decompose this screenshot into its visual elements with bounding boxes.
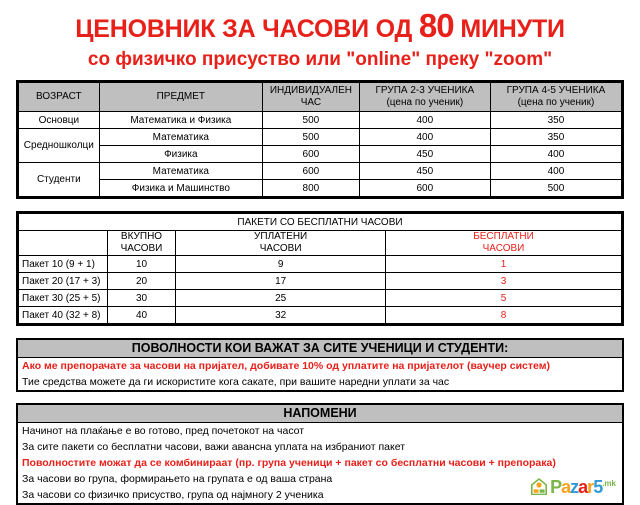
package-name-cell: Пакет 40 (32 + 8)	[19, 307, 108, 324]
pazar5-wordmark	[550, 478, 616, 496]
page-title	[0, 0, 640, 42]
col-header-group23-sub: (цена по ученик)	[386, 97, 464, 108]
notes-line: Поволностите можат да се комбинираат (пр. група ученици + пакет со бесплатни часови + препорака)	[22, 457, 556, 469]
table-row	[19, 290, 622, 307]
group23-price-cell: 450	[359, 146, 490, 163]
col-header-total-sub: ЧАСОВИ	[120, 243, 163, 254]
package-paid-cell: 17	[176, 273, 386, 290]
group23-price-cell: 600	[359, 180, 490, 197]
notes-line: За часови во група, формирањето на групата е од ваша страна	[22, 473, 333, 485]
package-total-cell: 30	[107, 290, 176, 307]
packages-table	[16, 211, 624, 326]
wm-letter-a2: a	[578, 477, 588, 497]
table-row	[19, 256, 622, 273]
package-paid-cell: 32	[176, 307, 386, 324]
package-name-cell: Пакет 30 (25 + 5)	[19, 290, 108, 307]
col-header-free-label: БЕСПЛАТНИ	[473, 231, 534, 242]
individual-price-cell: 800	[263, 180, 360, 197]
col-header-paid-sub: ЧАСОВИ	[259, 243, 302, 254]
col-header-individual	[263, 83, 360, 112]
page-title-before: ЦЕНОВНИК ЗА ЧАСОВИ ОД	[75, 15, 413, 43]
benefits-box	[16, 338, 624, 392]
package-total-cell: 10	[107, 256, 176, 273]
table-row	[19, 307, 622, 324]
table-row	[19, 180, 622, 197]
group45-price-cell: 400	[490, 163, 621, 180]
col-header-package	[19, 231, 108, 256]
benefits-banner: ПОВОЛНОСТИ КОИ ВАЖАТ ЗА СИТЕ УЧЕНИЦИ И СТУДЕНТИ:	[18, 340, 622, 358]
col-header-group45-sub: (цена по ученик)	[517, 97, 595, 108]
col-header-total-label: ВКУПНО	[120, 231, 163, 242]
table-row	[19, 273, 622, 290]
wm-tld: .mk	[602, 479, 616, 488]
group45-price-cell: 350	[490, 129, 621, 146]
col-header-age-label: ВОЗРАСТ	[36, 91, 82, 102]
package-name-cell: Пакет 10 (9 + 1)	[19, 256, 108, 273]
col-header-paid	[176, 231, 386, 256]
individual-price-cell: 600	[263, 163, 360, 180]
col-header-subject	[99, 83, 262, 112]
wm-letter-r: r	[587, 477, 594, 497]
col-header-free-sub: ЧАСОВИ	[482, 243, 525, 254]
packages-header-row	[19, 231, 622, 256]
table-row	[19, 112, 622, 129]
col-header-subject-label: ПРЕДМЕТ	[156, 91, 206, 102]
package-free-cell: 1	[386, 256, 622, 273]
subject-cell: Математика	[99, 129, 262, 146]
group45-price-cell: 350	[490, 112, 621, 129]
wm-letter-z: z	[570, 477, 579, 497]
col-header-group45	[490, 83, 621, 112]
benefits-line: Тие средства можете да ги искористите кога сакате, при вашите наредни уплати за час	[22, 376, 450, 388]
group45-price-cell: 400	[490, 146, 621, 163]
package-total-cell: 40	[107, 307, 176, 324]
col-header-paid-label: УПЛАТЕНИ	[254, 231, 308, 242]
pazar5-watermark	[529, 477, 616, 497]
package-free-cell: 5	[386, 290, 622, 307]
col-header-individual-label: ИНДИВИДУАЛЕН	[269, 85, 352, 96]
subject-cell: Физика и Машинство	[99, 180, 262, 197]
col-header-group23	[359, 83, 490, 112]
table-row	[19, 163, 622, 180]
individual-price-cell: 500	[263, 112, 360, 129]
page-title-duration: 80	[418, 7, 454, 44]
subject-cell: Математика и Физика	[99, 112, 262, 129]
col-header-total	[107, 231, 176, 256]
packages-banner-row	[19, 214, 622, 231]
price-table-header-row	[19, 83, 622, 112]
group23-price-cell: 450	[359, 163, 490, 180]
group23-price-cell: 400	[359, 129, 490, 146]
package-paid-cell: 9	[176, 256, 386, 273]
col-header-individual-sub: ЧАС	[300, 97, 322, 108]
group45-price-cell: 500	[490, 180, 621, 197]
group23-price-cell: 400	[359, 112, 490, 129]
package-free-cell: 3	[386, 273, 622, 290]
col-header-free	[386, 231, 622, 256]
packages-banner: ПАКЕТИ СО БЕСПЛАТНИ ЧАСОВИ	[19, 214, 622, 231]
col-header-group23-label: ГРУПА 2-3 УЧЕНИКА	[375, 85, 475, 96]
page-subtitle: со физичко присуство или "online" преку "zoom"	[87, 49, 553, 70]
subject-cell: Математика	[99, 163, 262, 180]
pazar5-logo-icon	[529, 477, 549, 497]
wm-letter-5: 5	[593, 477, 603, 497]
subject-cell: Физика	[99, 146, 262, 163]
category-cell: Основци	[19, 112, 100, 129]
wm-letter-a1: a	[561, 477, 571, 497]
package-name-cell: Пакет 20 (17 + 3)	[19, 273, 108, 290]
price-table	[16, 80, 624, 199]
col-header-age	[19, 83, 100, 112]
category-cell: Средношколци	[19, 129, 100, 163]
benefits-line: Ако ме препорачате за часови на пријател, добивате 10% од уплатите на пријателот (ваучер систем)	[22, 360, 550, 372]
package-total-cell: 20	[107, 273, 176, 290]
package-paid-cell: 25	[176, 290, 386, 307]
notes-banner: НАПОМЕНИ	[18, 405, 622, 423]
notes-box	[16, 403, 624, 505]
package-free-cell: 8	[386, 307, 622, 324]
notes-line: За часови со физичко присуство, група од најмногу 2 ученика	[22, 489, 324, 501]
wm-letter-p: P	[550, 477, 562, 497]
table-row	[19, 129, 622, 146]
notes-line: За сите пакети со бесплатни часови, важи авансна уплата на избраниот пакет	[22, 441, 406, 453]
individual-price-cell: 500	[263, 129, 360, 146]
category-cell: Студенти	[19, 163, 100, 197]
table-row	[19, 146, 622, 163]
individual-price-cell: 600	[263, 146, 360, 163]
notes-line: Начинот на плаќање е во готово, пред почетокот на часот	[22, 425, 305, 437]
page-title-after: МИНУТИ	[460, 15, 565, 43]
col-header-group45-label: ГРУПА 4-5 УЧЕНИКА	[506, 85, 606, 96]
